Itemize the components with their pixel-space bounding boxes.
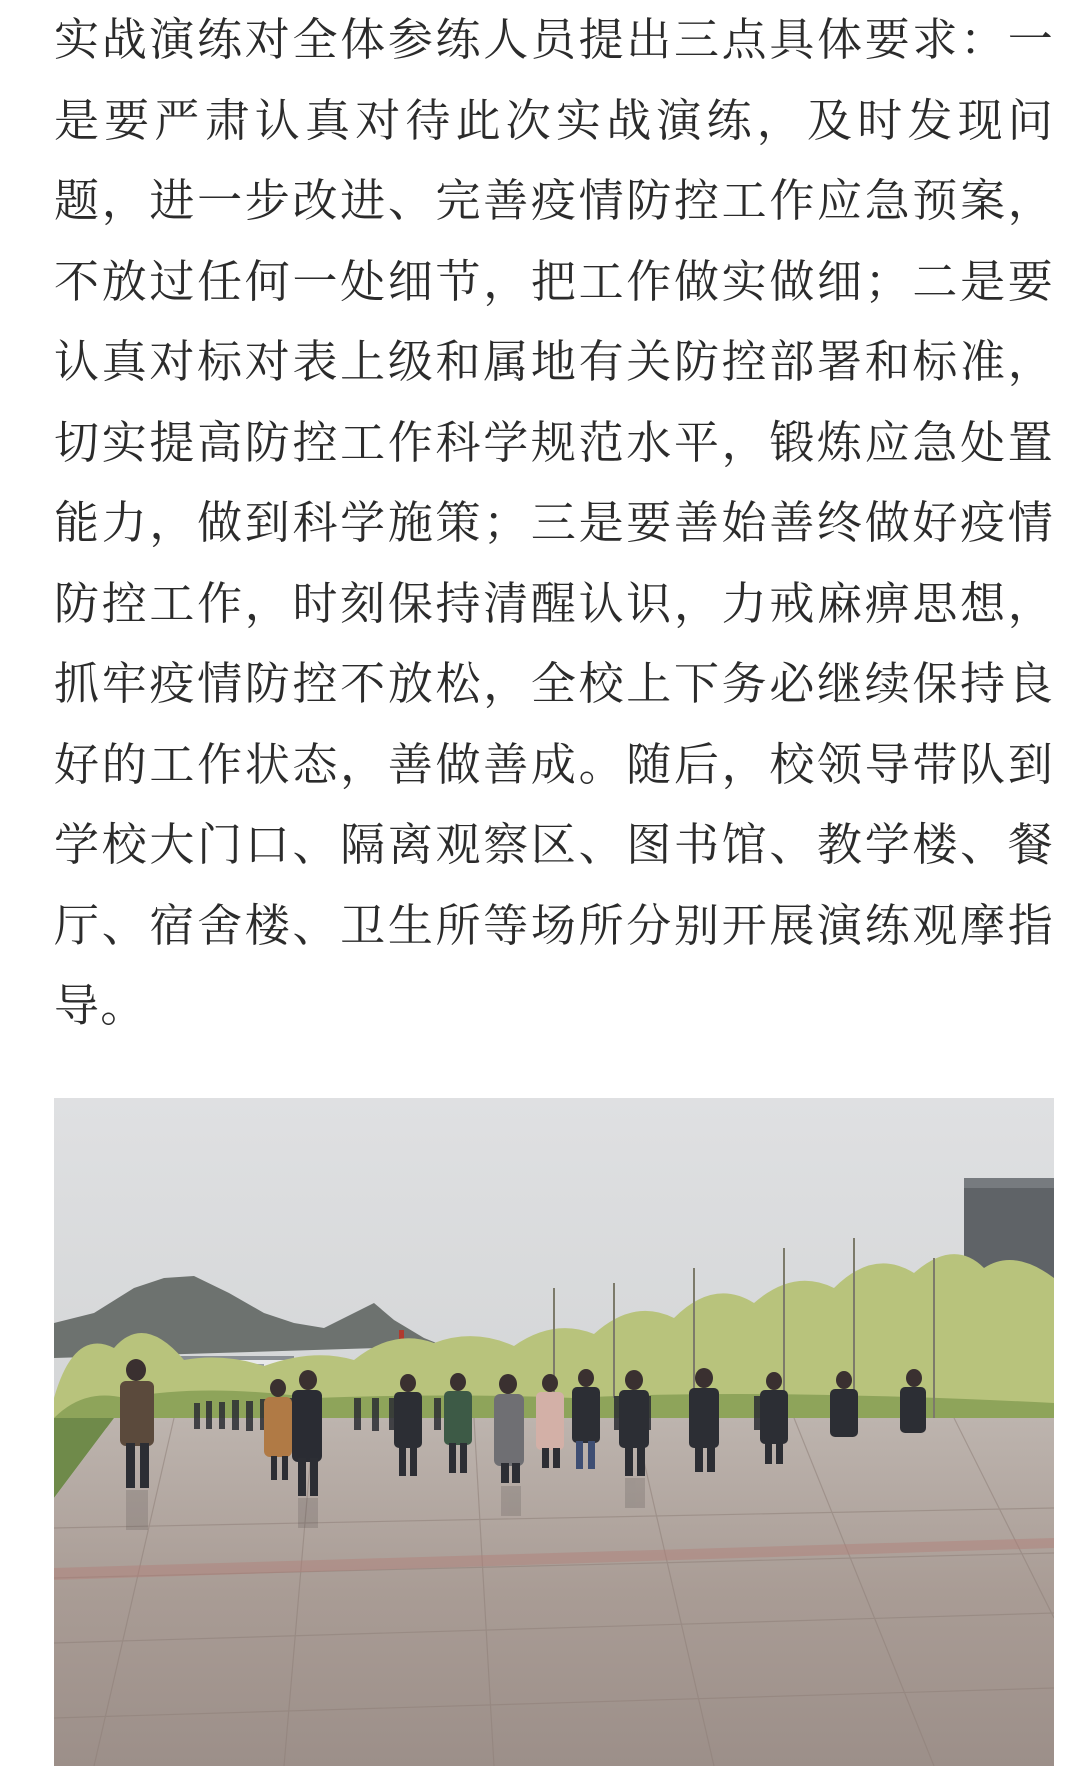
photo-scene [54,1098,1054,1766]
article-photo [54,1098,1054,1766]
article-paragraph: 实战演练对全体参练人员提出三点具体要求：一是要严肃认真对待此次实战演练，及时发现问题，进一步改进、完善疫情防控工作应急预案，不放过任何一处细节，把工作做实做细；二是要认真对标对表上级和属地有关防控部署和标准，切实提高防控工作科学规范水平，锻炼应急处置能力，做到科学施策；三是要善始善终做好疫情防控工作，时刻保持清醒认识，力戒麻痹思想，抓牢疫情防控不放松，全校上下务必继续保持良好的工作状态，善做善成。随后，校领导带队到学校大门口、隔离观察区、图书馆、教学楼、餐厅、宿舍楼、卫生所等场所分别开展演练观摩指导。 [54,13,1054,1032]
